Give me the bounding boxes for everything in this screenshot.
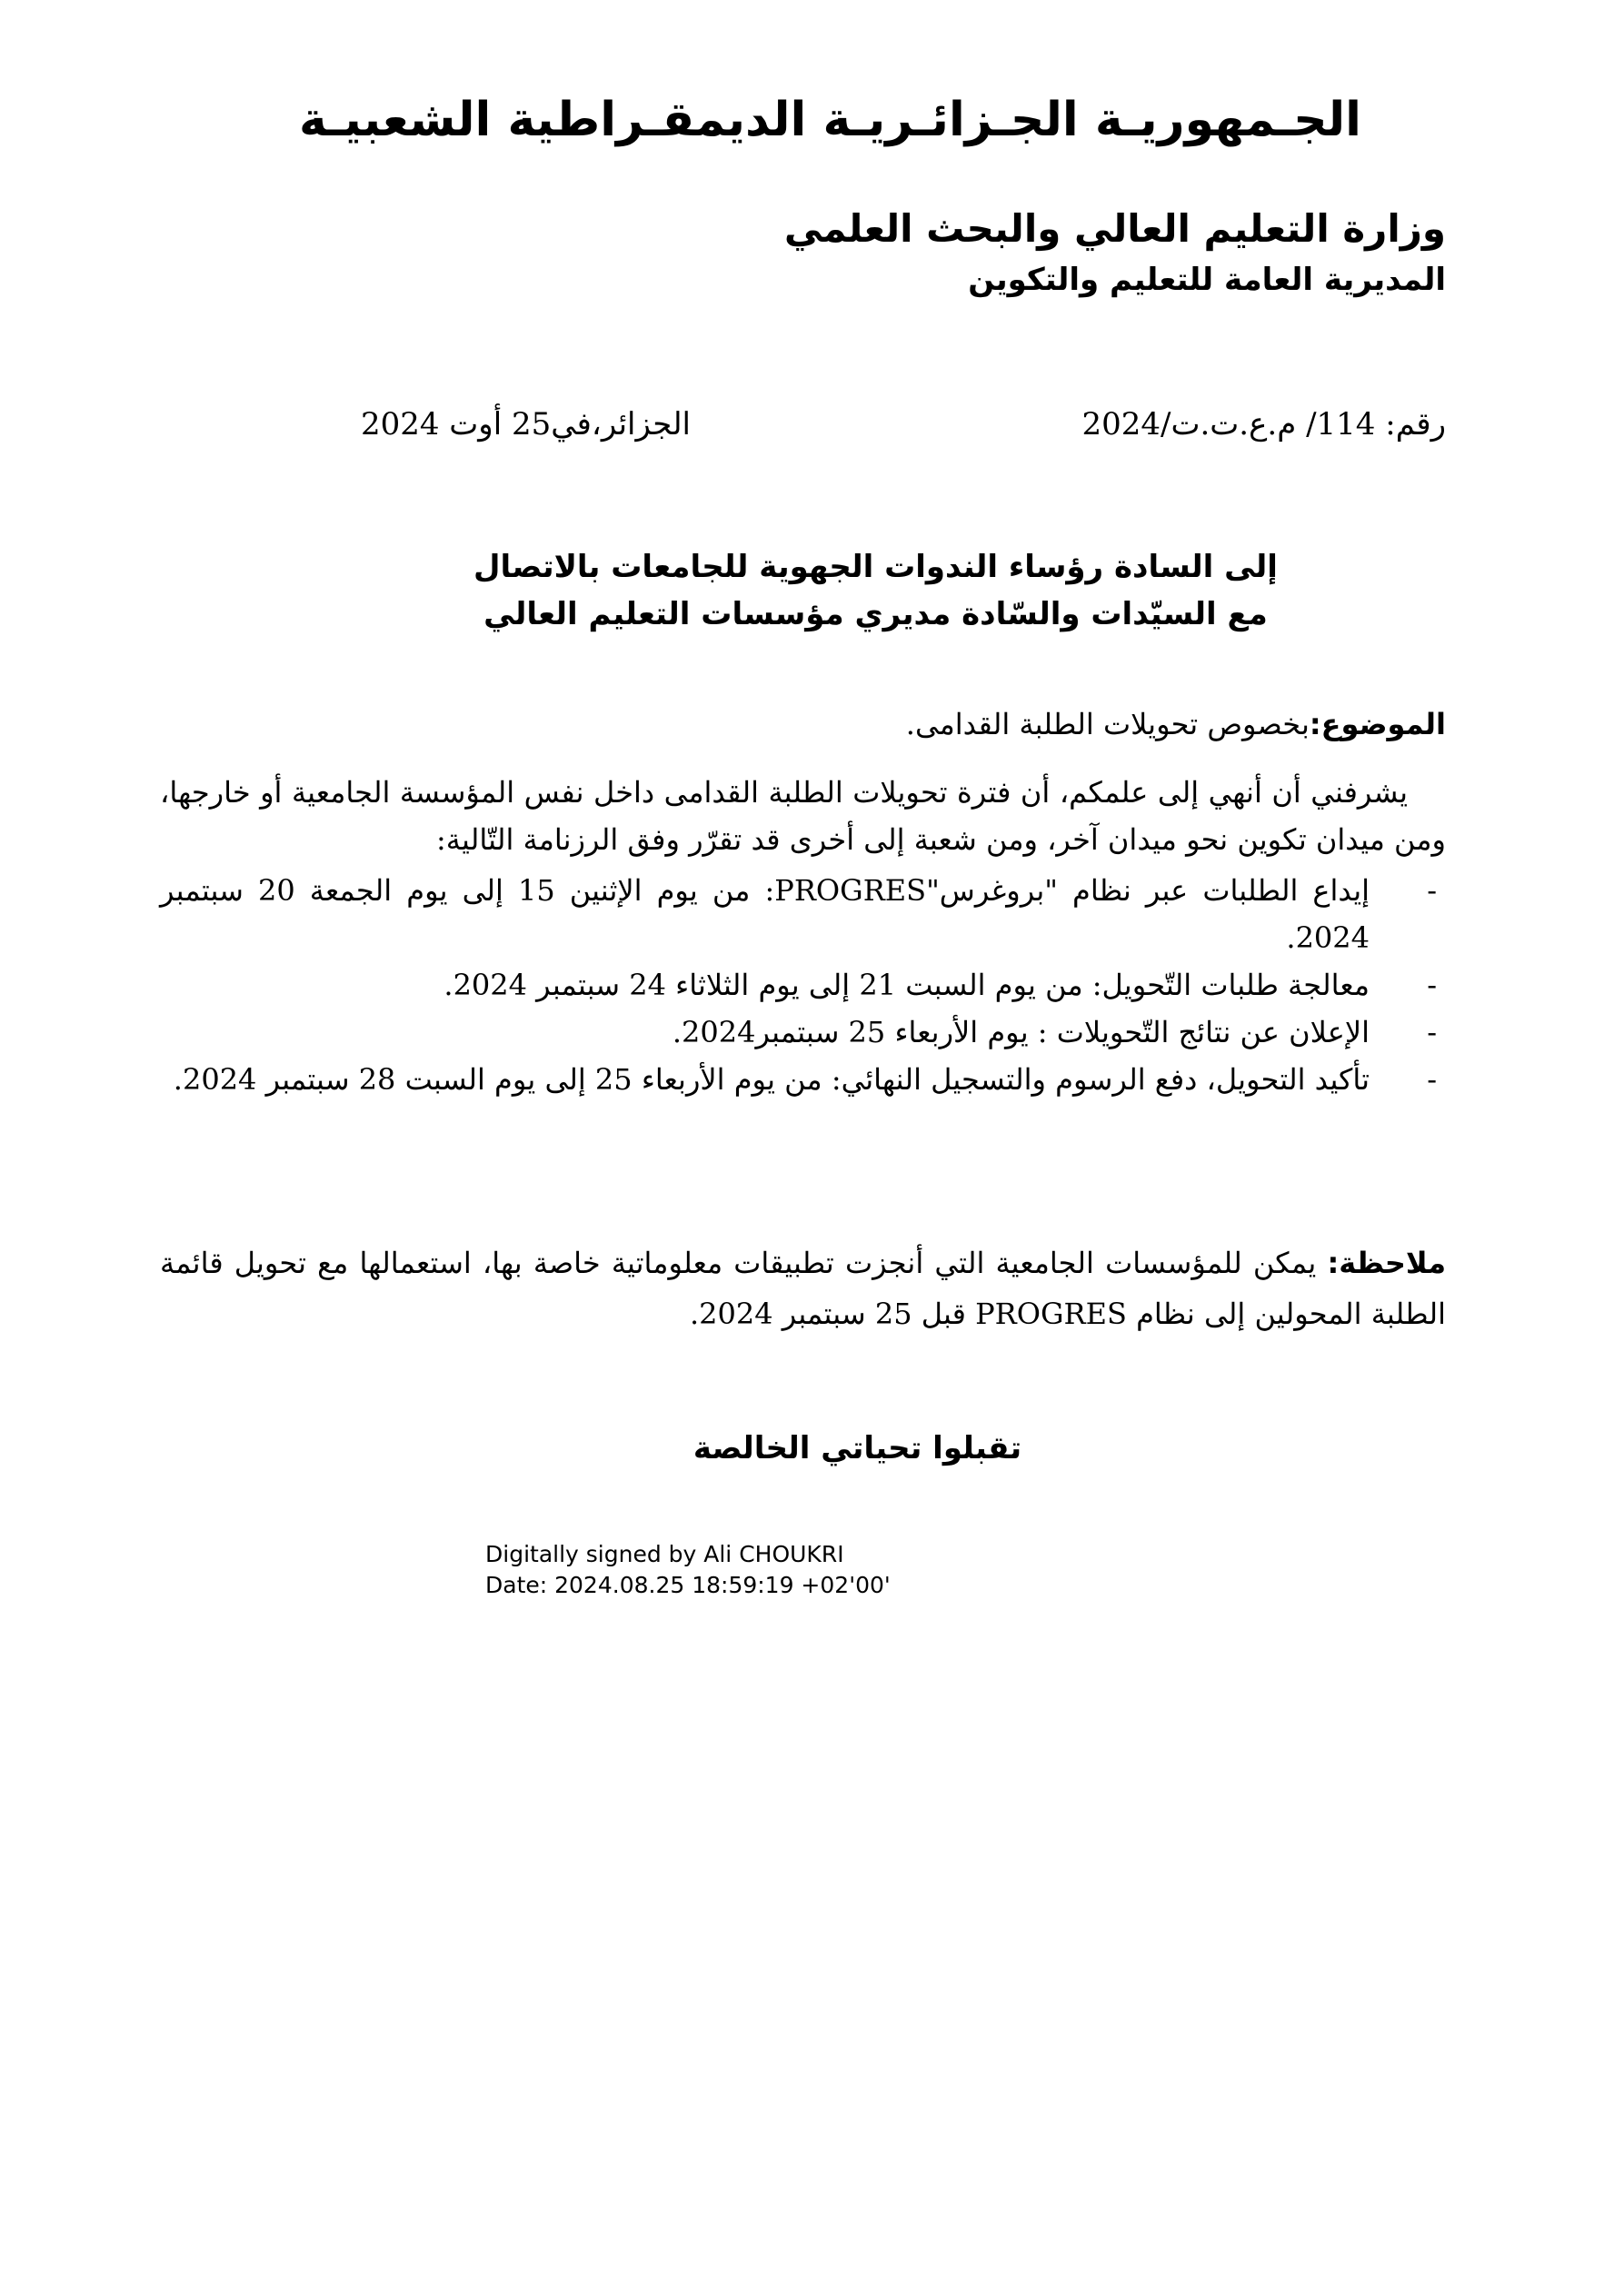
subject-line: [906, 701, 1446, 747]
bullet-dash: -: [1427, 1015, 1437, 1049]
schedule-list: [160, 867, 1446, 1103]
republic-title: الجـمهوريـة الجـزائـريـة الديمقـراطية الشعبيـة: [299, 93, 1361, 147]
bullet-dash: -: [1427, 968, 1437, 1002]
bullet-dash: -: [1427, 873, 1437, 908]
list-item: [160, 1009, 1446, 1056]
signature-signed-by: Digitally signed by Ali CHOUKRI: [485, 1541, 844, 1567]
schedule-item-text: تأكيد التحويل، دفع الرسوم والتسجيل النهائي: من يوم الأربعاء 25 إلى يوم السبت 28 سبتمبر 2024.: [173, 1062, 1370, 1097]
schedule-item-text: إيداع الطلبات عبر نظام "بروغرس"PROGRES: من يوم الإثنين 15 إلى يوم الجمعة 20 سبتمبر 2024.: [160, 873, 1370, 955]
note-paragraph: [160, 1237, 1446, 1339]
place-date: الجزائر،في25 أوت 2024: [360, 406, 691, 442]
directorate-name: المديرية العامة للتعليم والتكوين: [968, 262, 1446, 298]
subject-text: بخصوص تحويلات الطلبة القدامى.: [905, 707, 1310, 741]
closing-salutation: تقبلوا تحياتي الخالصة: [692, 1430, 1022, 1466]
reference-number: رقم: 114/ م.ع.ت.ت/2024: [1081, 406, 1446, 442]
schedule-item-text: معالجة طلبات التّحويل: من يوم السبت 21 إلى يوم الثلاثاء 24 سبتمبر 2024.: [443, 968, 1370, 1002]
list-item: [160, 867, 1446, 961]
list-item: [160, 1056, 1446, 1103]
recipients-line-2: مع السيّدات والسّادة مديري مؤسسات التعليم العالي: [483, 596, 1268, 632]
note-label: ملاحظة:: [1327, 1246, 1446, 1280]
ministry-name: وزارة التعليم العالي والبحث العلمي: [783, 206, 1446, 251]
recipients-block: [0, 543, 1624, 638]
bullet-dash: -: [1427, 1062, 1437, 1097]
list-item: [160, 961, 1446, 1009]
subject-label: الموضوع:: [1309, 707, 1446, 741]
schedule-item-text: الإعلان عن نتائج التّحويلات : يوم الأربعاء 25 سبتمبر2024.: [672, 1015, 1370, 1049]
signature-date: Date: 2024.08.25 18:59:19 +02'00': [485, 1572, 891, 1598]
recipients-line-1: إلى السادة رؤساء الندوات الجهوية للجامعات بالاتصال: [473, 549, 1278, 585]
digital-signature: [485, 1539, 891, 1601]
note-text: يمكن للمؤسسات الجامعية التي أنجزت تطبيقات معلوماتية خاصة بها، استعمالها مع تحويل قائمة الطلبة المحولين إلى نظام PROGRES قبل 25 سبتمبر 2024.: [160, 1246, 1446, 1331]
intro-paragraph: يشرفني أن أنهي إلى علمكم، أن فترة تحويلات الطلبة القدامى داخل نفس المؤسسة الجامعية أو خارجها، ومن ميدان تكوين نحو ميدان آخر، ومن شعبة إلى أخرى قد تقرّر وفق الرزنامة التّالية:: [160, 775, 1446, 857]
